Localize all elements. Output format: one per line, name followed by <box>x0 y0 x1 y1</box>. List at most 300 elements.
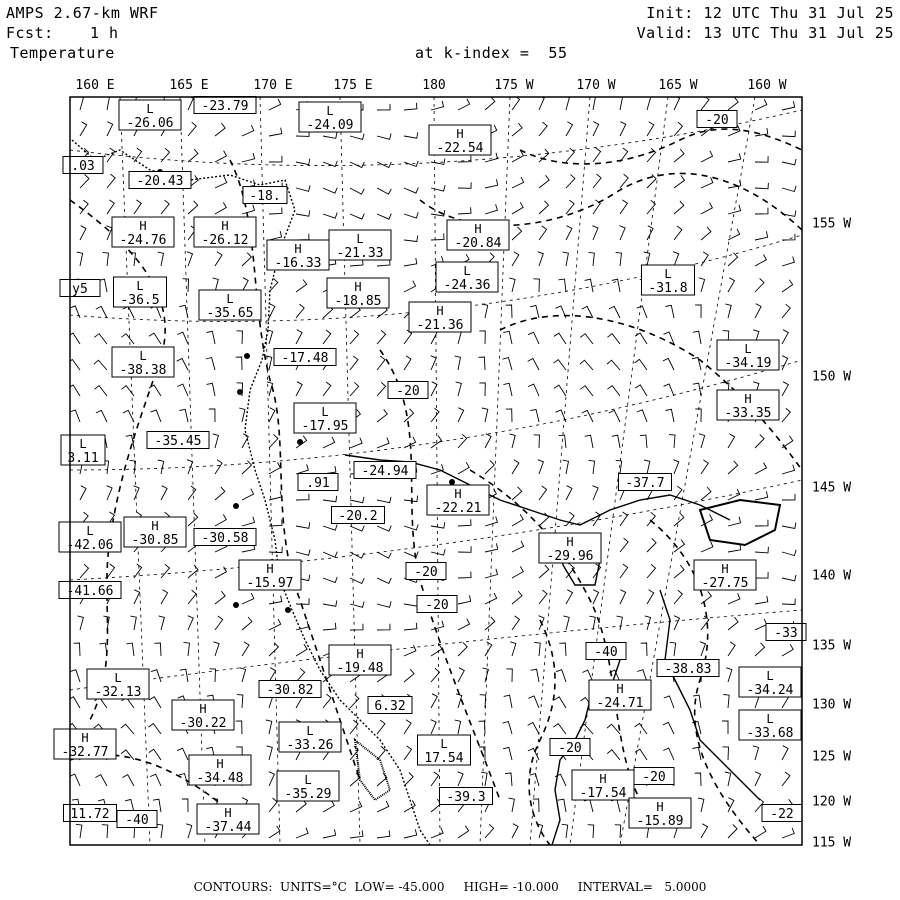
wind-barb <box>134 148 142 162</box>
wind-barb <box>559 279 567 292</box>
wind-barb <box>404 669 414 682</box>
wind-barb <box>350 624 363 630</box>
wind-barb <box>269 128 282 136</box>
wind-barb <box>188 122 196 136</box>
wind-barb <box>80 564 89 578</box>
extremum-type: H <box>454 487 462 501</box>
wind-barb <box>503 383 512 396</box>
wind-barb <box>620 538 628 552</box>
wind-barb <box>539 565 549 578</box>
lon-label-160e: 160 E <box>75 78 115 93</box>
wind-barb <box>530 305 539 318</box>
extremum-label <box>194 529 256 547</box>
wind-barb <box>377 578 391 583</box>
wind-barb <box>350 438 362 448</box>
extremum-label <box>447 220 509 251</box>
wind-barb <box>782 131 795 137</box>
wind-barb <box>485 617 495 630</box>
wind-barb <box>701 541 713 552</box>
wind-barb <box>782 746 788 760</box>
extremum-label <box>354 462 416 480</box>
wind-barb <box>458 207 471 214</box>
vertical-level: at k-index = 55 <box>415 44 568 62</box>
wind-barb <box>213 434 219 448</box>
wind-barb <box>157 824 163 838</box>
extremum-type: L <box>136 279 144 293</box>
wind-barb <box>134 590 140 604</box>
wind-barb <box>455 720 461 734</box>
wind-barb <box>215 591 225 604</box>
wind-barb <box>512 541 524 552</box>
wind-barb <box>80 226 86 240</box>
wind-barb <box>188 96 194 110</box>
extremum-type: L <box>139 349 147 363</box>
extremum-label <box>642 265 695 296</box>
extremum-label <box>189 755 251 786</box>
extremum-type: L <box>766 712 774 726</box>
wind-barb <box>188 149 198 162</box>
wind-barb <box>782 257 794 267</box>
extremum-label <box>550 739 590 757</box>
extremum-value: -30.82 <box>266 683 314 698</box>
wind-barb <box>158 252 164 266</box>
wind-barb <box>126 643 134 656</box>
extremum-label <box>274 349 336 367</box>
wind-barb <box>188 590 196 604</box>
extremum-label <box>329 645 391 676</box>
extremum-label <box>440 788 493 806</box>
extremum-type: H <box>656 800 664 814</box>
wind-barb <box>323 330 331 344</box>
extremum-value: -31.8 <box>648 281 688 296</box>
extremum-value: -15.89 <box>636 814 684 829</box>
lon-label-165e: 165 E <box>169 78 209 93</box>
extremum-type: H <box>721 562 729 576</box>
wind-barb <box>485 517 497 527</box>
wind-barb <box>269 619 281 630</box>
wind-barb <box>215 567 226 578</box>
wind-barb <box>404 132 418 138</box>
extremum-value: -20.84 <box>454 236 502 251</box>
wind-barb <box>485 179 498 188</box>
wind-barb <box>755 572 768 578</box>
wind-barb <box>104 96 110 110</box>
wind-barb <box>664 332 675 344</box>
extremum-type: L <box>114 671 122 685</box>
wind-barb <box>755 772 761 786</box>
extremum-label <box>63 157 103 175</box>
wind-barb <box>296 185 310 191</box>
wind-barb <box>607 750 620 760</box>
wind-barb <box>782 382 788 396</box>
extremum-type: H <box>224 806 232 820</box>
wind-barb <box>323 623 336 630</box>
wind-barb <box>609 410 620 422</box>
wind-barb <box>612 279 620 292</box>
wind-barb <box>207 331 216 344</box>
wind-barb <box>269 434 278 448</box>
wind-barb <box>126 435 134 448</box>
extremum-type: H <box>436 304 444 318</box>
wind-barb <box>210 669 216 682</box>
extremum-type: L <box>744 342 752 356</box>
wind-barb <box>184 642 190 656</box>
wind-barb <box>431 694 437 708</box>
extremum-type: L <box>766 669 774 683</box>
wind-barb <box>728 461 738 474</box>
wind-barb <box>158 460 164 474</box>
wind-barb <box>506 305 512 318</box>
wind-barb <box>151 670 161 682</box>
wind-barb <box>269 304 275 318</box>
wind-barb <box>617 96 623 110</box>
wind-barb <box>188 616 194 630</box>
wind-barb <box>512 252 519 266</box>
extremum-label <box>762 805 802 823</box>
extremum-value: -34.24 <box>746 683 794 698</box>
wind-barb <box>755 643 765 656</box>
wind-barb <box>404 623 417 630</box>
extremum-value: -22.21 <box>434 501 482 516</box>
wind-barb <box>269 462 280 474</box>
wind-barb <box>533 279 539 292</box>
wind-barb <box>701 460 708 474</box>
wind-barb <box>782 575 796 581</box>
extremum-value: -40 <box>594 645 618 660</box>
wind-barb <box>206 358 215 371</box>
wind-barb <box>562 824 568 838</box>
wind-barb <box>647 122 654 136</box>
wind-barb <box>269 596 282 604</box>
wind-barb <box>512 460 519 474</box>
wind-barb <box>215 616 223 630</box>
extremum-label <box>299 102 361 133</box>
wind-barb <box>670 642 676 656</box>
wind-barb <box>377 356 385 370</box>
wind-barb <box>616 252 622 266</box>
wind-barb <box>755 279 764 293</box>
extremum-label <box>739 710 801 741</box>
extremum-value: -20 <box>396 384 420 399</box>
wind-barb <box>664 696 674 708</box>
wind-barb <box>503 747 512 760</box>
wind-barb <box>122 775 134 786</box>
extremum-label <box>329 230 391 261</box>
wind-barb <box>782 159 796 165</box>
wind-barb <box>611 799 620 812</box>
wind-barb <box>663 358 674 370</box>
wind-barb <box>350 356 358 370</box>
wind-barb <box>564 96 570 110</box>
wind-barb <box>458 546 471 552</box>
extremum-type: H <box>139 219 147 233</box>
wind-barb <box>755 619 767 630</box>
wind-barb <box>130 252 136 266</box>
wind-barb <box>641 643 647 656</box>
wind-barb <box>539 226 547 240</box>
wind-barb <box>782 280 793 292</box>
wind-barb <box>188 513 198 526</box>
wind-barb <box>458 643 467 656</box>
extremum-value: 17.54 <box>424 751 464 766</box>
wind-barb <box>755 231 768 240</box>
wind-barb <box>506 409 512 422</box>
wind-barb <box>149 333 161 344</box>
wind-barb <box>528 384 539 396</box>
wind-barb <box>266 720 272 734</box>
wind-barb <box>512 96 520 110</box>
wind-barb <box>485 824 494 838</box>
wind-barb <box>177 332 188 344</box>
wind-barb <box>350 526 364 532</box>
extremum-value: y5 <box>72 282 88 297</box>
lat-label-115w: 115 W <box>812 835 852 851</box>
extremum-value: -18.85 <box>334 294 382 309</box>
extremum-value: -17.48 <box>281 351 329 366</box>
extremum-label <box>243 187 287 205</box>
wind-barb <box>647 148 656 162</box>
lon-label-160w: 160 W <box>747 78 787 93</box>
wind-barb <box>323 600 337 606</box>
wind-barb <box>404 720 411 734</box>
wind-barb <box>728 434 735 448</box>
wind-barb <box>554 385 566 396</box>
wind-barb <box>242 617 252 630</box>
wind-barb <box>485 461 494 474</box>
wind-barb <box>458 772 464 786</box>
extremum-value: -33 <box>774 626 798 641</box>
wind-barb <box>377 188 391 194</box>
wind-barb <box>177 384 188 396</box>
wind-barb <box>539 486 547 500</box>
wind-barb <box>237 695 243 708</box>
wind-barb <box>107 564 115 578</box>
wind-barb <box>782 101 795 110</box>
wind-barb <box>479 331 485 344</box>
extremum-value: -34.19 <box>724 356 772 371</box>
extremum-value: -39.3 <box>446 790 486 805</box>
wind-barb <box>323 800 334 812</box>
wind-barb <box>563 616 569 630</box>
wind-barb <box>161 200 169 214</box>
extremum-type: L <box>356 232 364 246</box>
wind-barb <box>701 487 711 500</box>
wind-barb <box>553 360 566 370</box>
wind-barb <box>620 590 626 604</box>
extremum-value: -22 <box>770 807 794 822</box>
wind-barb <box>188 486 196 500</box>
wind-barb <box>296 304 304 318</box>
wind-barb <box>121 334 134 344</box>
wind-barb <box>753 746 759 760</box>
wind-barb <box>70 410 80 422</box>
wind-barb <box>674 565 684 578</box>
wind-barb <box>242 489 254 500</box>
wind-barb <box>674 122 683 136</box>
wind-barb <box>663 722 674 734</box>
extremum-value: -30.22 <box>179 716 227 731</box>
wind-barb <box>458 619 470 630</box>
extremum-value: 3.11 <box>67 451 99 466</box>
wind-barb <box>107 174 115 188</box>
extremum-type: L <box>440 737 448 751</box>
wind-barb <box>458 182 471 188</box>
wind-barb <box>699 434 705 448</box>
wind-barb <box>580 334 593 344</box>
wind-barb <box>510 642 516 656</box>
extremum-label <box>119 100 181 131</box>
wind-barb <box>554 697 566 708</box>
wind-barb <box>722 721 728 734</box>
wind-barb <box>296 159 310 165</box>
extremum-label <box>717 340 779 371</box>
wind-barb <box>479 721 486 734</box>
wind-barb <box>404 356 411 370</box>
wind-barb <box>485 97 495 110</box>
wind-barb <box>590 96 596 110</box>
wind-barb <box>755 435 764 449</box>
wind-barb <box>404 800 415 812</box>
wind-barb <box>377 104 390 110</box>
wind-barb <box>534 643 540 657</box>
extremum-label <box>194 217 256 248</box>
wind-barb <box>674 149 684 162</box>
wind-barb <box>404 258 417 266</box>
extremum-label <box>129 172 191 190</box>
lon-label-165w: 165 W <box>658 78 698 93</box>
wind-barb <box>620 200 627 214</box>
wind-barb <box>404 829 417 838</box>
wind-barb <box>482 304 488 318</box>
extremum-value: -17.54 <box>579 786 627 801</box>
wind-barb <box>725 772 731 786</box>
wind-barb <box>666 305 675 318</box>
extremum-value: -20 <box>705 113 729 128</box>
wind-barb <box>582 410 593 422</box>
wind-barb <box>580 360 593 370</box>
wind-barb <box>782 599 795 605</box>
wind-barb <box>531 669 539 682</box>
wind-barb <box>485 434 491 448</box>
wind-barb <box>296 668 305 682</box>
wind-barb <box>149 749 161 760</box>
wind-barb <box>323 829 336 838</box>
wind-barb <box>566 590 573 604</box>
wind-barb <box>377 409 387 422</box>
extremum-value: -37.7 <box>625 476 665 491</box>
wind-barb <box>215 487 225 500</box>
wind-barb <box>483 668 489 682</box>
wind-barb <box>701 203 712 215</box>
wind-barb <box>458 462 469 474</box>
wind-barb <box>593 486 599 500</box>
wind-barb <box>512 824 518 838</box>
wind-barb <box>512 566 523 578</box>
extremum-label <box>239 560 301 591</box>
wind-barb <box>669 435 675 448</box>
wind-barb <box>664 384 675 396</box>
wind-barb <box>269 772 275 786</box>
wind-barb <box>186 824 192 838</box>
extremum-label <box>427 485 489 516</box>
wind-barb <box>782 772 790 786</box>
wind-barb <box>431 828 443 838</box>
wind-barb <box>593 122 599 136</box>
lat-label-125w: 125 W <box>812 749 852 765</box>
wind-barb <box>404 524 418 530</box>
wind-barb <box>607 334 620 344</box>
valid-time: Valid: 13 UTC Thu 31 Jul 25 <box>636 24 894 42</box>
wind-barb <box>458 572 471 578</box>
extremum-label <box>59 582 121 600</box>
extremum-label <box>572 770 634 801</box>
wind-barb <box>431 159 445 165</box>
extremum-value: -34.48 <box>196 771 244 786</box>
wind-barb <box>553 724 566 734</box>
lon-label-170e: 170 E <box>253 78 293 93</box>
wind-barb <box>159 616 165 630</box>
extremum-type: L <box>146 102 154 116</box>
extremum-value: -20 <box>414 565 438 580</box>
extremum-value: -40 <box>125 813 149 828</box>
wind-barb <box>566 174 575 188</box>
wind-barb <box>242 205 255 214</box>
wind-barb <box>479 383 485 396</box>
wind-barb <box>458 595 471 604</box>
wind-barb <box>96 410 107 422</box>
wind-barb <box>509 278 515 292</box>
wind-barb <box>107 200 114 214</box>
wind-barb <box>323 382 331 396</box>
model-title: AMPS 2.67-km WRF <box>6 4 159 22</box>
wind-barb <box>323 525 337 531</box>
wind-barb <box>121 724 134 734</box>
wind-barb <box>134 200 141 214</box>
wind-barb <box>214 642 220 656</box>
extremum-label <box>194 97 256 115</box>
wind-barb <box>620 564 628 578</box>
extremum-label <box>766 624 806 642</box>
wind-barb <box>530 774 539 787</box>
wind-barb <box>530 409 539 422</box>
wind-barb <box>701 96 709 110</box>
wind-barb <box>701 177 713 188</box>
wind-barb <box>269 278 278 292</box>
wind-barb <box>242 434 248 448</box>
wind-barb <box>180 669 188 682</box>
wind-barb <box>323 552 337 558</box>
wind-barb <box>666 409 675 422</box>
field-name: Temperature <box>10 44 115 62</box>
wind-barb <box>107 226 113 240</box>
wind-barb <box>728 153 741 162</box>
wind-barb <box>700 642 706 656</box>
wind-barb <box>149 697 161 708</box>
extremum-value: -27.75 <box>701 576 749 591</box>
extremum-label <box>199 290 261 321</box>
wind-barb <box>512 616 520 630</box>
extremum-label <box>697 111 737 129</box>
extremum-label <box>294 403 356 434</box>
wind-barb <box>215 460 222 474</box>
extremum-type: H <box>354 280 362 294</box>
wind-barb <box>240 668 246 682</box>
extremum-value: -23.79 <box>201 99 249 114</box>
extremum-label <box>694 560 756 591</box>
wind-barb <box>154 643 161 656</box>
extremum-value: -33.68 <box>746 726 794 741</box>
wind-barb <box>431 772 439 786</box>
